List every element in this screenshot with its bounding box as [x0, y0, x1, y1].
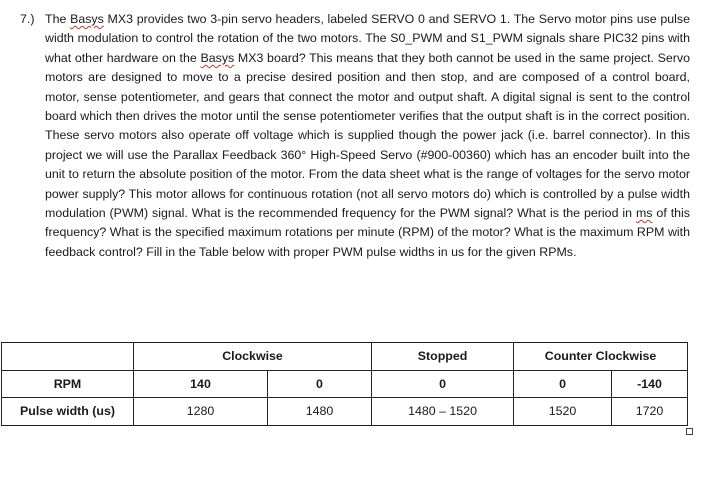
question-number: 7.)	[20, 12, 35, 26]
table-row-rpm	[2, 370, 688, 398]
table-header-row	[2, 343, 688, 371]
pulse-width-cell: 1280	[134, 398, 268, 426]
rpm-cell: 0	[372, 370, 514, 398]
rpm-cell: 140	[134, 370, 268, 398]
header-counter-clockwise: Counter Clockwise	[514, 343, 688, 371]
question-text-run: of this frequency? What is the specified maximum rotations per minute (RPM) of the motor? What is the maximum RPM with feedback control? Fill in the Table below with proper PWM pulse widths in us for the given RPMs.	[45, 206, 690, 259]
question-text	[45, 10, 690, 262]
pulse-width-cell: 1520	[514, 398, 612, 426]
question-text-run: MX3 provides two 3-pin servo headers, labeled SERVO 0 and SERVO 1. The Servo motor pins use pulse width modulation to control the rotation of the two motors. The S0_PWM and S1_PWM signals share PIC32 pins with what other hardware on the	[45, 12, 691, 65]
row-label-rpm: RPM	[2, 370, 134, 398]
spellcheck-flagged-word: ms	[635, 206, 653, 221]
question-text-run: The	[45, 12, 71, 26]
pulse-width-table	[1, 342, 688, 426]
spellcheck-flagged-word: Basys	[200, 50, 235, 65]
row-label-pulse-width: Pulse width (us)	[2, 398, 134, 426]
pulse-width-cell: 1720	[612, 398, 688, 426]
rpm-cell: -140	[612, 370, 688, 398]
question-text-run: MX3 board? This means that they both cannot be used in the same project. Servo motors are designed to move to a precise desired position and then stop, and are composed of a control board, motor, sense potentiometer, and gears that connect the motor and output shaft. A digital signal is sent to the control board which then drives the motor until the sense potentiometer verifies that the output shaft is in the correct position. These servo motors also operate off voltage which is supplied though the power jack (i.e. barrel connector). In this project we will use the Parallax Feedback 360° High-Speed Servo (#900-00360) which has an encoder built into the unit to return the absolute position of the motor. From the data sheet what is the range of voltages for the servo motor power supply? This motor allows for continuous rotation (not all servo motors do) which is controlled by a pulse width modulation (PWM) signal. What is the recommended frequency for the PWM signal? What is the period in	[45, 50, 691, 221]
header-clockwise: Clockwise	[134, 343, 372, 371]
table-resize-handle[interactable]	[686, 428, 693, 435]
pulse-width-cell: 1480	[268, 398, 372, 426]
rpm-cell: 0	[514, 370, 612, 398]
pulse-width-cell: 1480 – 1520	[372, 398, 514, 426]
rpm-cell: 0	[268, 370, 372, 398]
spellcheck-flagged-word: Basys	[70, 12, 104, 26]
header-blank-cell	[2, 343, 134, 371]
header-stopped: Stopped	[372, 343, 514, 371]
question-block	[20, 10, 690, 262]
table-row-pulse-width	[2, 398, 688, 426]
